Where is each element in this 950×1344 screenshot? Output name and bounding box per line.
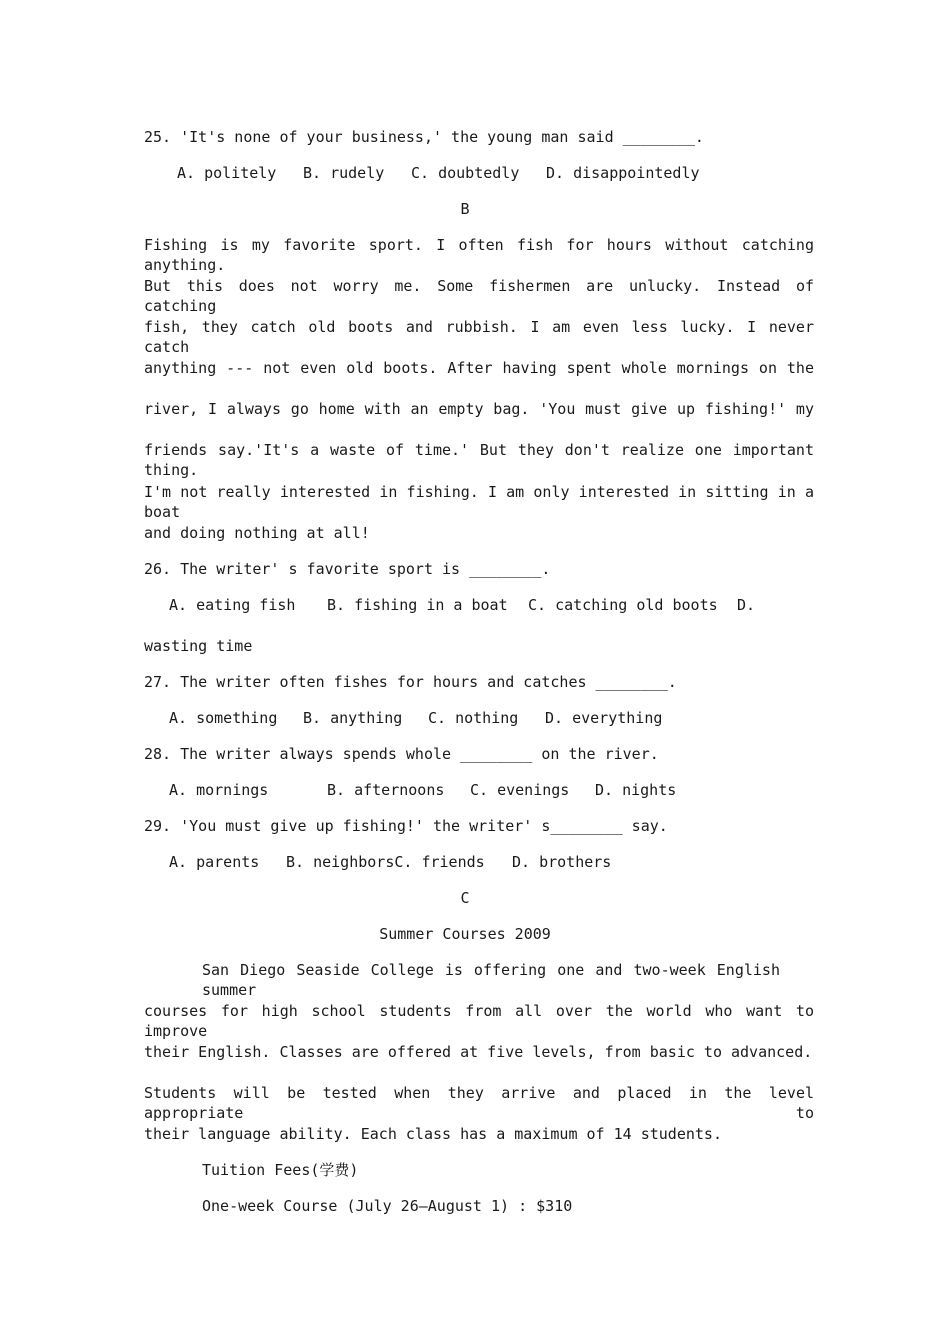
section-c-title: Summer Courses 2009 [379, 925, 551, 943]
section-b-passage-line: river, I always go home with an empty bag. 'You must give up fishing!' my [144, 400, 814, 418]
section-b-passage-line: anything --- not even old boots. After having spent whole mornings on the [144, 359, 814, 377]
section-b-passage-line: I'm not really interested in fishing. I am only interested in sitting in a boat [144, 483, 814, 521]
q29-option-d: D. brothers [512, 853, 612, 871]
q26-option-c: C. catching old boots [528, 596, 718, 614]
q27-option-c: C. nothing [428, 709, 519, 727]
q28-option-a: A. mornings [169, 781, 269, 799]
q26-option-d-text: wasting time [144, 637, 253, 655]
section-b-heading: B [460, 200, 470, 218]
section-c-passage-line: their language ability. Each class has a maximum of 14 students. [144, 1125, 722, 1143]
q25-option-a: A. politely [177, 164, 277, 182]
section-c-passage-line: their English. Classes are offered at five levels, from basic to advanced. [144, 1043, 813, 1061]
q28-option-c: C. evenings [470, 781, 570, 799]
q27-option-b: B. anything [303, 709, 403, 727]
section-c-heading: C [460, 889, 470, 907]
fee-one-week-course: One-week Course (July 26—August 1) : $310 [202, 1197, 573, 1215]
q29-option-b-c: B. neighborsC. friends [286, 853, 485, 871]
section-b-passage-line: and doing nothing at all! [144, 524, 370, 542]
q27-stem: 27. The writer often fishes for hours and catches ________. [144, 673, 677, 691]
q27-option-a: A. something [169, 709, 278, 727]
q29-stem: 29. 'You must give up fishing!' the writer' s________ say. [144, 817, 668, 835]
q26-option-b: B. fishing in a boat [327, 596, 508, 614]
section-b-passage-line: friends say.'It's a waste of time.' But they don't realize one important thing. [144, 441, 814, 479]
section-c-passage-line: San Diego Seaside College is offering one and two-week English summer [202, 961, 780, 999]
q28-stem: 28. The writer always spends whole ________ on the river. [144, 745, 659, 763]
q26-stem: 26. The writer' s favorite sport is ________. [144, 560, 551, 578]
q25-option-d: D. disappointedly [546, 164, 700, 182]
section-b-passage-line: fish, they catch old boots and rubbish. I am even less lucky. I never catch [144, 318, 814, 356]
q29-option-a: A. parents [169, 853, 260, 871]
q26-option-d: D. [737, 596, 756, 614]
section-c-passage-line: Students will be tested when they arrive and placed in the level appropriate to [144, 1084, 814, 1122]
section-b-passage-line: Fishing is my favorite sport. I often fish for hours without catching anything. [144, 236, 814, 274]
section-c-passage-line: courses for high school students from all over the world who want to improve [144, 1002, 814, 1040]
q27-option-d: D. everything [545, 709, 663, 727]
q28-option-d: D. nights [595, 781, 677, 799]
q25-option-c: C. doubtedly [411, 164, 520, 182]
q26-option-a: A. eating fish [169, 596, 296, 614]
q28-option-b: B. afternoons [327, 781, 445, 799]
section-b-passage-line: But this does not worry me. Some fishermen are unlucky. Instead of catching [144, 277, 814, 315]
tuition-fees-heading: Tuition Fees(学费) [202, 1161, 359, 1179]
q25-stem: 25. 'It's none of your business,' the young man said ________. [144, 128, 704, 146]
q25-option-b: B. rudely [303, 164, 385, 182]
